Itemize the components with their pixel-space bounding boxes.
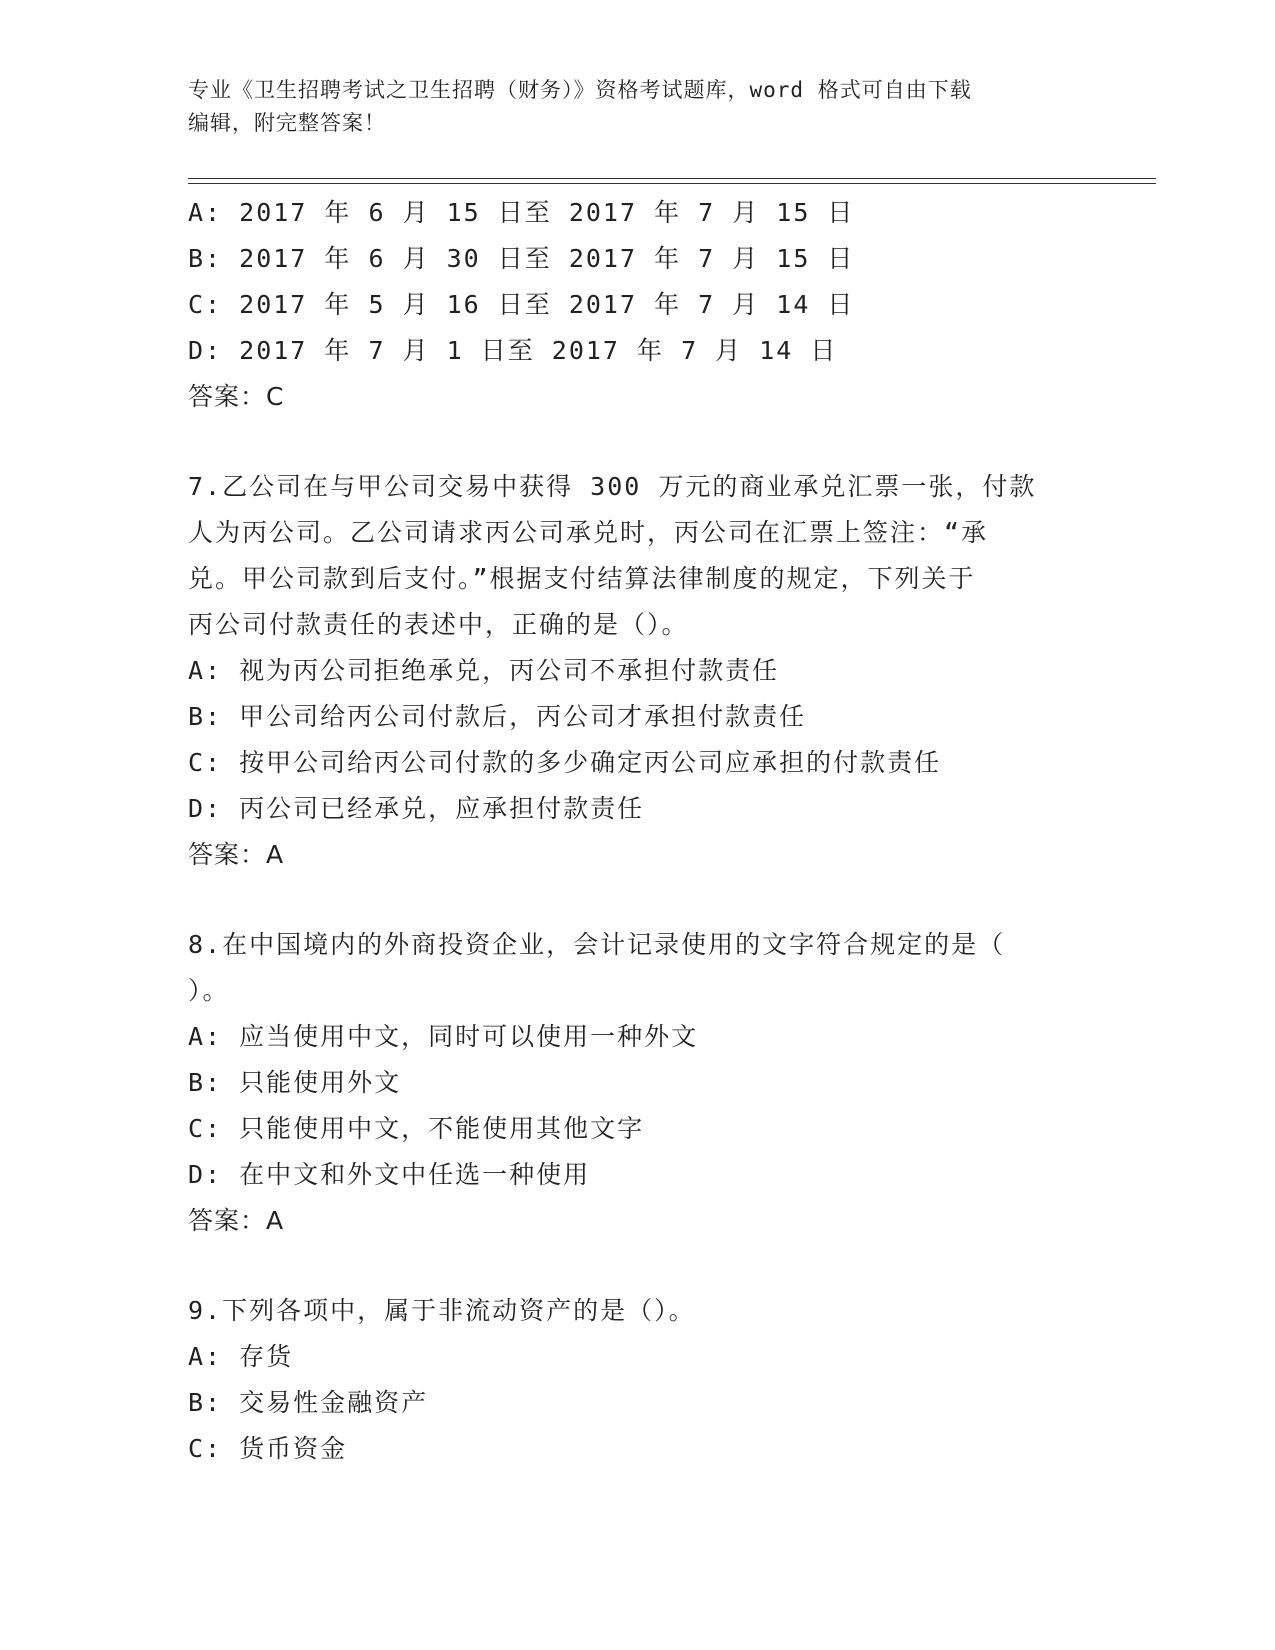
option-b: B: 只能使用外文: [188, 1068, 402, 1097]
option-d: D: 2017 年 7 月 1 日至 2017 年 7 月 14 日: [188, 336, 838, 365]
option-c: C: 2017 年 5 月 16 日至 2017 年 7 月 14 日: [188, 290, 855, 319]
question-6: [188, 190, 1068, 420]
answer: 答案：A: [188, 1206, 285, 1235]
option-b: B: 交易性金融资产: [188, 1388, 429, 1417]
question-stem-line: 兑。甲公司款到后支付。”根据支付结算法律制度的规定，下列关于: [188, 564, 976, 593]
question-stem-line: 8.在中国境内的外商投资企业，会计记录使用的文字符合规定的是（: [188, 930, 1006, 959]
question-stem-line: 丙公司付款责任的表述中，正确的是（）。: [188, 610, 689, 639]
question-stem-line: ）。: [188, 976, 230, 1005]
option-a: A: 存货: [188, 1342, 294, 1371]
question-7: [188, 464, 1068, 878]
header-rule-bottom: [188, 183, 1156, 184]
option-c: C: 按甲公司给丙公司付款的多少确定丙公司应承担的付款责任: [188, 748, 942, 777]
question-9: [188, 1288, 1068, 1472]
spacer: [188, 1244, 1068, 1288]
question-stem-line: 7.乙公司在与甲公司交易中获得 300 万元的商业承兑汇票一张，付款: [188, 472, 1037, 501]
option-c: C: 只能使用中文，不能使用其他文字: [188, 1114, 645, 1143]
question-stem-line: 人为丙公司。乙公司请求丙公司承兑时，丙公司在汇票上签注：“承: [188, 518, 989, 547]
question-stem-line: 9.下列各项中，属于非流动资产的是（）。: [188, 1296, 696, 1325]
spacer: [188, 420, 1068, 464]
option-d: D: 在中文和外文中任选一种使用: [188, 1160, 591, 1189]
option-a: A: 应当使用中文，同时可以使用一种外文: [188, 1022, 699, 1051]
spacer: [188, 878, 1068, 922]
document-header: [188, 74, 1088, 140]
option-b: B: 2017 年 6 月 30 日至 2017 年 7 月 15 日: [188, 244, 855, 273]
option-a: A: 2017 年 6 月 15 日至 2017 年 7 月 15 日: [188, 198, 855, 227]
header-rule-top: [188, 178, 1156, 179]
option-a: A: 视为丙公司拒绝承兑，丙公司不承担付款责任: [188, 656, 780, 685]
option-d: D: 丙公司已经承兑，应承担付款责任: [188, 794, 645, 823]
header-line-2: 编辑，附完整答案！: [188, 111, 386, 135]
option-c: C: 货币资金: [188, 1434, 348, 1463]
document-body: [188, 190, 1068, 1472]
answer: 答案：C: [188, 382, 285, 411]
option-b: B: 甲公司给丙公司付款后，丙公司才承担付款责任: [188, 702, 807, 731]
header-line-1: 专业《卫生招聘考试之卫生招聘（财务）》资格考试题库，word 格式可自由下载: [188, 78, 972, 102]
question-8: [188, 922, 1068, 1244]
answer: 答案：A: [188, 840, 285, 869]
